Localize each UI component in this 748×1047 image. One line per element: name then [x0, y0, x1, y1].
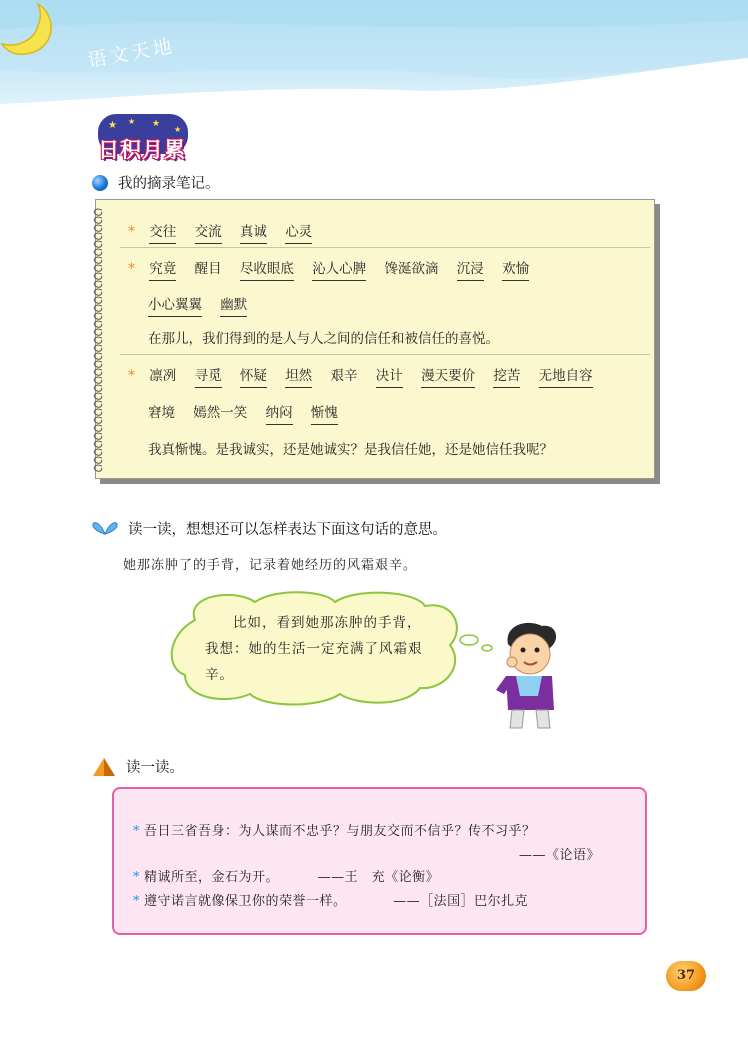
vocab-word: 窘境 [148, 405, 175, 421]
sample-sentence: 她那冻肿了的手背，记录着她经历的风霜艰辛。 [123, 558, 418, 573]
vocab-word: 凛冽 [149, 368, 177, 384]
vocab-group-3-line-2 [148, 401, 352, 425]
vocab-word: 沁人心脾 [312, 257, 366, 281]
bullet-icon: * [133, 824, 140, 839]
vocab-word: 馋涎欲滴 [384, 261, 439, 277]
section-title: 读一读，想想还可以怎样表达下面这句话的意思。 [128, 522, 447, 538]
star-icon: * [128, 224, 135, 240]
vocab-group-2-line-2 [148, 293, 261, 317]
quote-3 [133, 890, 528, 909]
divider [120, 247, 650, 248]
quote-1-source: ——《论语》 [519, 848, 601, 863]
vocab-word: 交流 [195, 220, 222, 244]
vocab-word: 漫天要价 [421, 364, 475, 388]
page-header [0, 0, 748, 105]
vocab-group-2-line-1 [128, 257, 543, 281]
quote-2 [133, 866, 439, 885]
section-heading-read [92, 756, 184, 777]
vocab-word: 艰辛 [330, 368, 358, 384]
vocab-word: 交往 [149, 220, 176, 244]
section-title: 读一读。 [126, 760, 184, 776]
vocab-word: 无地自容 [539, 364, 593, 388]
example-sentence-2: 我真惭愧。是我诚实，还是她诚实？是我信任她，还是她信任我呢？ [148, 442, 553, 458]
blue-ball-icon [92, 175, 108, 191]
vocab-word: 嫣然一笑 [193, 405, 248, 421]
vocab-word: 纳闷 [266, 401, 293, 425]
vocab-word: 沉浸 [457, 257, 484, 281]
svg-text:★: ★ [128, 117, 136, 126]
vocab-word: 坦然 [285, 364, 312, 388]
section-heading-notes [92, 172, 220, 193]
svg-text:★: ★ [108, 120, 117, 131]
vocab-group-3-line-1 [128, 364, 593, 388]
star-icon: * [128, 368, 135, 384]
vocab-word: 惭愧 [311, 401, 338, 425]
page-number: 37 [666, 961, 706, 991]
butterfly-icon [92, 520, 118, 538]
vocab-word: 真诚 [240, 220, 267, 244]
moon-icon [0, 0, 60, 60]
vocab-word: 究竟 [149, 257, 176, 281]
vocab-word: 小心翼翼 [148, 293, 202, 317]
section-heading-read-think [92, 518, 447, 539]
section-title: 我的摘录笔记。 [118, 176, 220, 192]
divider [120, 354, 650, 355]
svg-text:★: ★ [152, 119, 161, 129]
section-badge [94, 112, 214, 162]
vocab-group-1 [128, 220, 326, 244]
svg-text:★: ★ [174, 125, 182, 134]
vocab-word: 怀疑 [240, 364, 267, 388]
example-sentence-1: 在那儿，我们得到的是人与人之间的信任和被信任的喜悦。 [148, 331, 499, 347]
quote-text: 遵守诺言就像保卫你的荣誉一样。 [144, 894, 347, 909]
spiral-binding-icon [91, 206, 105, 476]
vocab-word: 醒目 [194, 261, 222, 277]
header-title: 语文天地 [86, 35, 177, 73]
vocab-word: 寻觅 [195, 364, 222, 388]
quote-text: 精诚所至，金石为开。 [144, 870, 280, 885]
quote-source: ——王 充《论衡》 [317, 870, 440, 885]
vocab-word: 尽收眼底 [240, 257, 294, 281]
vocab-word: 幽默 [220, 293, 247, 317]
bullet-icon: * [133, 870, 140, 885]
bubble-text: 比如，看到她那冻肿的手背，我想：她的生活一定充满了风霜艰辛。 [205, 615, 423, 683]
vocab-word: 挖苦 [493, 364, 520, 388]
vocab-word: 决计 [376, 364, 403, 388]
vocab-word: 欢愉 [502, 257, 529, 281]
quote-source: ——［法国］巴尔扎克 [393, 894, 529, 909]
badge-label: 日积月累 [98, 138, 186, 162]
bullet-icon: * [133, 894, 140, 909]
star-icon: * [128, 261, 135, 277]
boy-illustration-icon [492, 620, 564, 730]
vocab-word: 心灵 [285, 220, 312, 244]
quote-1 [133, 820, 536, 839]
pyramid-icon [92, 757, 116, 777]
quote-text: 吾日三省吾身：为人谋而不忠乎？与朋友交而不信乎？传不习乎？ [144, 824, 536, 839]
